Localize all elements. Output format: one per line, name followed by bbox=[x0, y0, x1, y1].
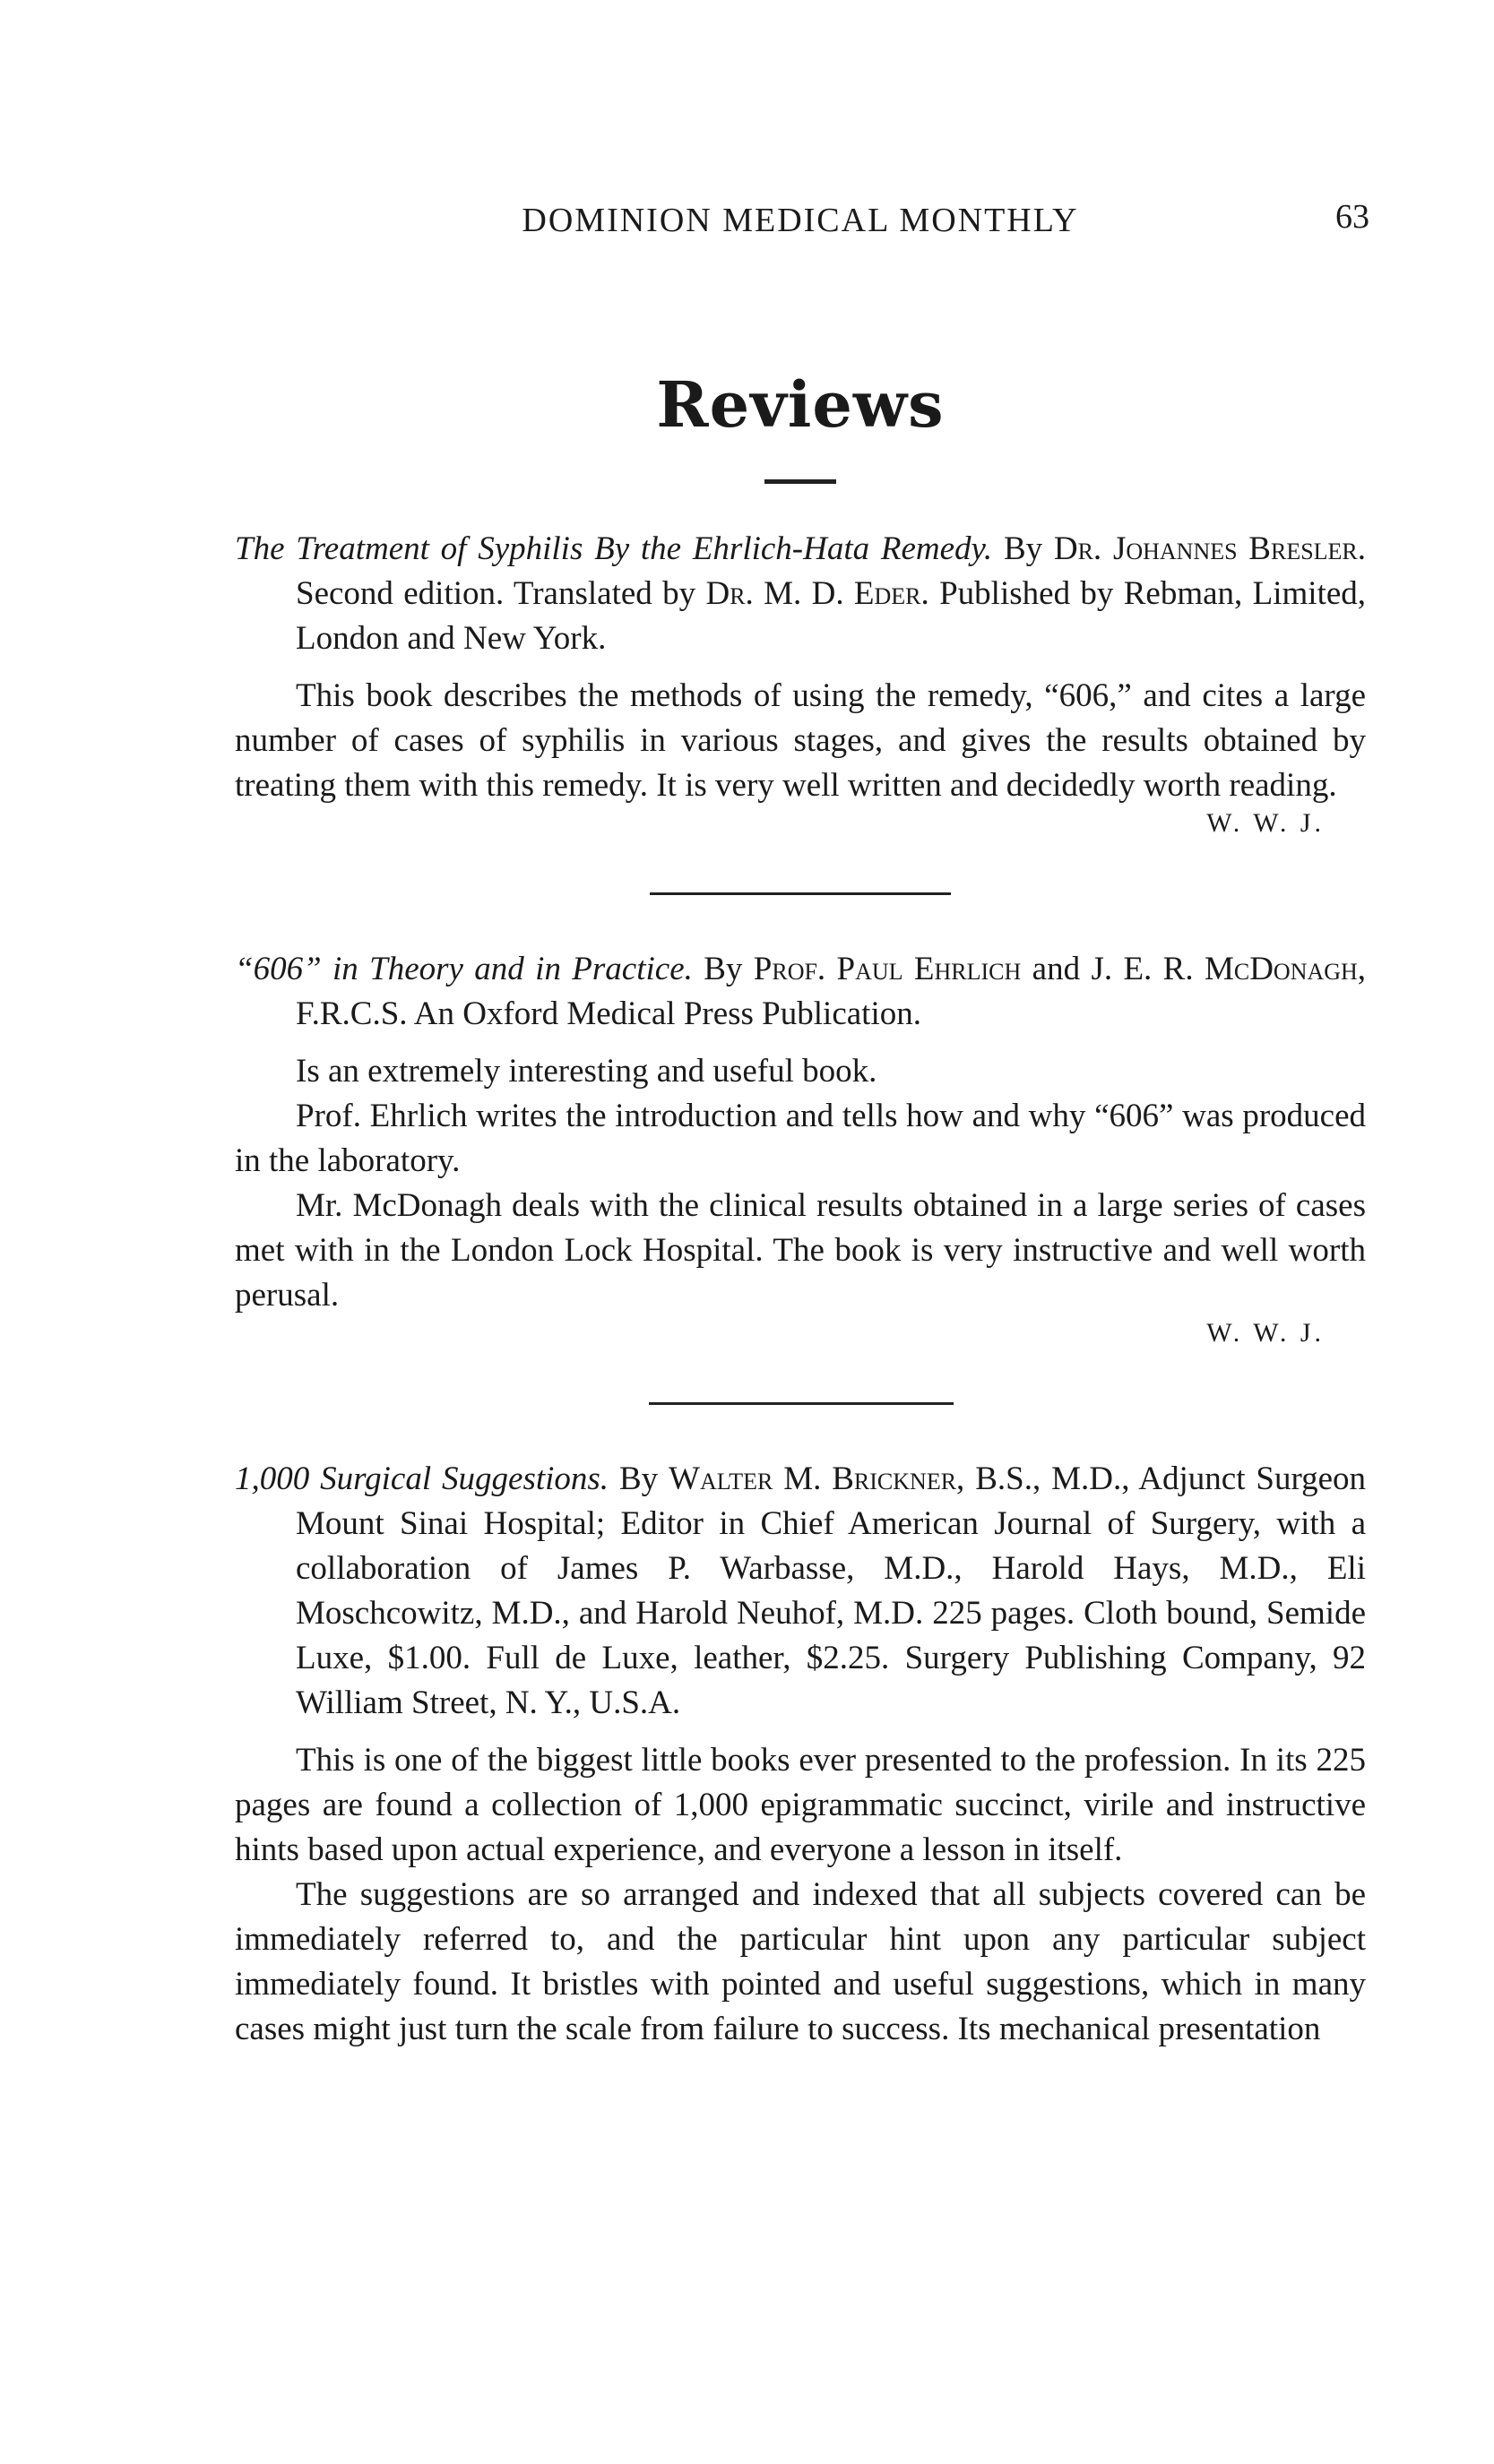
citation-by: By bbox=[1003, 530, 1043, 567]
citation-by: By bbox=[704, 951, 743, 987]
page-number: 63 bbox=[1335, 198, 1369, 236]
author-name: Johannes Bresler. bbox=[1112, 530, 1367, 567]
translator-prefix: Dr. bbox=[705, 575, 754, 612]
author-prefix: Prof. bbox=[753, 951, 826, 987]
review-citation bbox=[235, 527, 1366, 661]
running-title: DOMINION MEDICAL MONTHLY bbox=[522, 202, 1079, 239]
citation-details: Second edition. Translated by bbox=[296, 575, 696, 612]
citation-by: By bbox=[618, 1460, 659, 1497]
review-paragraph: Prof. Ehrlich writes the introduction and tells how and why “606” was produced in the laboratory. bbox=[235, 1098, 1366, 1179]
book-title: The Treatment of Syphilis By the Ehrlich-Hata Remedy. bbox=[235, 530, 993, 567]
publisher-details: B.S., M.D., Adjunct Surgeon Mount Sinai Hospital; Editor in Chief American Journal of Surgery, with a collaboration of James P. Warbasse, M.D., Harold Hays, M.D., Eli Moschcowitz, M.D., and Harold Neuhof, M.D. 225 pages. Cloth bound, Semide Luxe, $1.00. Full de Luxe, leather, $2.25. Surgery Publishing Company, 92 William Street, N. Y., U.S.A. bbox=[296, 1460, 1367, 1721]
citation-and: and bbox=[1032, 951, 1081, 987]
review-entry bbox=[235, 947, 1366, 1348]
book-title: “606” in Theory and in Practice. bbox=[235, 951, 693, 987]
review-paragraph: The suggestions are so arranged and indexed that all subjects covered can be immediately referred to, and the particular hint upon any particular subject immediately found. It bristles with pointed and useful suggestions, which in many cases might just turn the scale from failure to success. Its mechanical presentation bbox=[235, 1876, 1366, 2047]
author-name: Paul Ehrlich bbox=[836, 951, 1022, 987]
review-paragraph: This is one of the biggest little books ever presented to the profession. In its 225 pages are found a collection of 1,000 epigrammatic succinct, virile and instructive hints based upon actual experience, and everyone a lesson in itself. bbox=[235, 1742, 1366, 1868]
review-entry bbox=[235, 1457, 1366, 2052]
review-citation bbox=[235, 1457, 1366, 1726]
review-citation bbox=[235, 947, 1366, 1037]
review-entry bbox=[235, 527, 1366, 839]
section-title: Reviews bbox=[656, 367, 945, 442]
review-paragraph: Mr. McDonagh deals with the clinical results obtained in a large series of cases met with in the London Lock Hospital. The book is very instructive and well worth perusal. bbox=[235, 1187, 1366, 1314]
reviewer-signature: W. W. J. bbox=[1206, 1318, 1325, 1348]
book-title: 1,000 Surgical Suggestions. bbox=[235, 1460, 609, 1497]
author-prefix: Dr. bbox=[1053, 530, 1102, 567]
review-paragraph: Is an extremely interesting and useful book. bbox=[296, 1053, 877, 1090]
review-paragraph: This book describes the methods of using the remedy, “606,” and cites a large number of cases of syphilis in various stages, and gives the results obtained by treating them with this remedy. It is very well written and decidedly worth reading. bbox=[235, 677, 1366, 804]
title-rule bbox=[764, 479, 836, 484]
page bbox=[235, 188, 1369, 2052]
translator-name: M. D. Eder. bbox=[764, 575, 929, 612]
coauthor-initials: J. E. R. bbox=[1091, 951, 1194, 987]
coauthor-name: McDonagh, bbox=[1204, 951, 1367, 987]
publisher-details: Published by Rebman, Limited, London and New York. bbox=[296, 575, 1367, 657]
author-name: Walter M. Brickner, bbox=[669, 1460, 965, 1497]
publisher-details: F.R.C.S. An Oxford Medical Press Publication. bbox=[296, 995, 921, 1032]
section-divider bbox=[650, 892, 951, 895]
running-head bbox=[235, 188, 1369, 242]
section-divider bbox=[649, 1402, 954, 1405]
reviewer-signature: W. W. J. bbox=[1206, 808, 1325, 838]
